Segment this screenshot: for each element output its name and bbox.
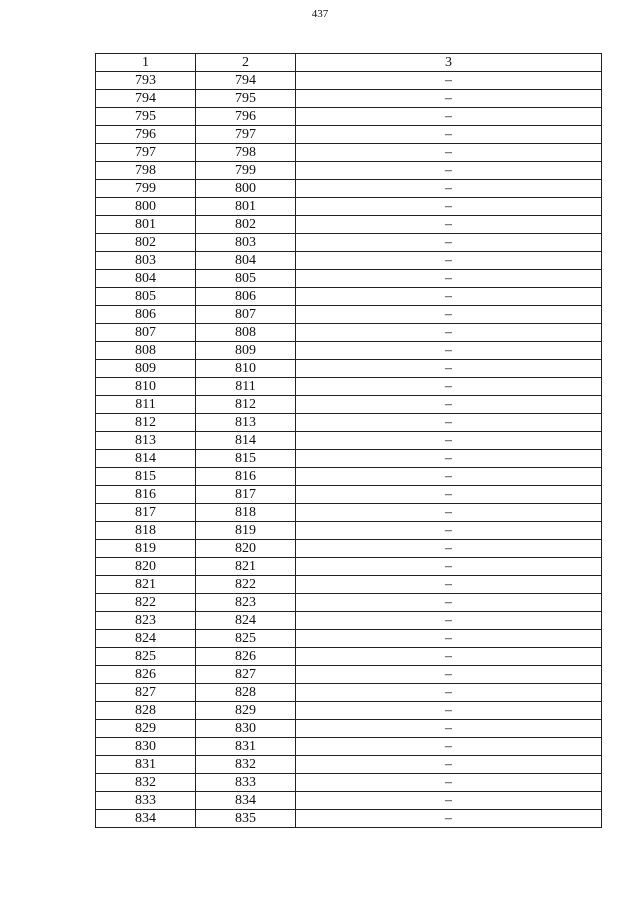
table-cell-col-1: 823 bbox=[96, 612, 196, 630]
table-row bbox=[96, 360, 602, 378]
table-cell-col-3: – bbox=[296, 378, 602, 396]
table-cell-col-3: – bbox=[296, 360, 602, 378]
table-cell-col-1: 806 bbox=[96, 306, 196, 324]
column-header-3: 3 bbox=[296, 54, 602, 72]
table-cell-col-2: 832 bbox=[196, 756, 296, 774]
table-cell-col-2: 820 bbox=[196, 540, 296, 558]
table-row bbox=[96, 468, 602, 486]
table-cell-col-3: – bbox=[296, 432, 602, 450]
table-cell-col-1: 810 bbox=[96, 378, 196, 396]
table-cell-col-1: 818 bbox=[96, 522, 196, 540]
table-cell-col-2: 810 bbox=[196, 360, 296, 378]
table-cell-col-3: – bbox=[296, 558, 602, 576]
table-cell-col-1: 808 bbox=[96, 342, 196, 360]
table-cell-col-3: – bbox=[296, 72, 602, 90]
table-row bbox=[96, 774, 602, 792]
table-cell-col-1: 829 bbox=[96, 720, 196, 738]
column-header-2: 2 bbox=[196, 54, 296, 72]
table-row bbox=[96, 738, 602, 756]
table-row bbox=[96, 414, 602, 432]
table-row bbox=[96, 108, 602, 126]
table-cell-col-1: 811 bbox=[96, 396, 196, 414]
table-cell-col-3: – bbox=[296, 486, 602, 504]
table-cell-col-1: 807 bbox=[96, 324, 196, 342]
table-cell-col-1: 825 bbox=[96, 648, 196, 666]
table-cell-col-3: – bbox=[296, 450, 602, 468]
table-cell-col-1: 793 bbox=[96, 72, 196, 90]
table-cell-col-2: 812 bbox=[196, 396, 296, 414]
table-cell-col-2: 828 bbox=[196, 684, 296, 702]
table-cell-col-1: 813 bbox=[96, 432, 196, 450]
table-cell-col-1: 797 bbox=[96, 144, 196, 162]
table-cell-col-2: 797 bbox=[196, 126, 296, 144]
table-cell-col-3: – bbox=[296, 306, 602, 324]
table-row bbox=[96, 486, 602, 504]
table-cell-col-3: – bbox=[296, 810, 602, 828]
table-cell-col-3: – bbox=[296, 738, 602, 756]
table-row bbox=[96, 756, 602, 774]
table-cell-col-3: – bbox=[296, 720, 602, 738]
table-row bbox=[96, 792, 602, 810]
table-cell-col-2: 834 bbox=[196, 792, 296, 810]
table-cell-col-1: 802 bbox=[96, 234, 196, 252]
table-cell-col-1: 817 bbox=[96, 504, 196, 522]
table-row bbox=[96, 324, 602, 342]
table-row bbox=[96, 90, 602, 108]
table-cell-col-2: 808 bbox=[196, 324, 296, 342]
table-row bbox=[96, 252, 602, 270]
table-cell-col-2: 829 bbox=[196, 702, 296, 720]
table-cell-col-3: – bbox=[296, 108, 602, 126]
table-cell-col-2: 811 bbox=[196, 378, 296, 396]
table-row bbox=[96, 270, 602, 288]
table-cell-col-3: – bbox=[296, 468, 602, 486]
table-cell-col-3: – bbox=[296, 414, 602, 432]
table-cell-col-3: – bbox=[296, 342, 602, 360]
table-cell-col-2: 800 bbox=[196, 180, 296, 198]
table-row bbox=[96, 648, 602, 666]
table-cell-col-2: 805 bbox=[196, 270, 296, 288]
table-cell-col-3: – bbox=[296, 252, 602, 270]
table-cell-col-3: – bbox=[296, 594, 602, 612]
table-cell-col-2: 824 bbox=[196, 612, 296, 630]
table-cell-col-1: 794 bbox=[96, 90, 196, 108]
table-cell-col-2: 835 bbox=[196, 810, 296, 828]
table-cell-col-2: 825 bbox=[196, 630, 296, 648]
table-cell-col-2: 816 bbox=[196, 468, 296, 486]
table-row bbox=[96, 450, 602, 468]
table-cell-col-3: – bbox=[296, 288, 602, 306]
table-cell-col-3: – bbox=[296, 144, 602, 162]
table-cell-col-3: – bbox=[296, 630, 602, 648]
table-cell-col-3: – bbox=[296, 792, 602, 810]
table-cell-col-2: 827 bbox=[196, 666, 296, 684]
table-row bbox=[96, 180, 602, 198]
table-row bbox=[96, 144, 602, 162]
table-cell-col-2: 814 bbox=[196, 432, 296, 450]
table-row bbox=[96, 234, 602, 252]
table-cell-col-3: – bbox=[296, 612, 602, 630]
table-row bbox=[96, 630, 602, 648]
table-row bbox=[96, 558, 602, 576]
table-cell-col-2: 818 bbox=[196, 504, 296, 522]
table-cell-col-3: – bbox=[296, 162, 602, 180]
table-cell-col-1: 805 bbox=[96, 288, 196, 306]
table-cell-col-2: 809 bbox=[196, 342, 296, 360]
table-cell-col-1: 803 bbox=[96, 252, 196, 270]
page-number: 437 bbox=[311, 8, 329, 20]
table-cell-col-3: – bbox=[296, 684, 602, 702]
table-row bbox=[96, 504, 602, 522]
table-cell-col-1: 796 bbox=[96, 126, 196, 144]
table-row bbox=[96, 666, 602, 684]
table-cell-col-1: 819 bbox=[96, 540, 196, 558]
table-cell-col-3: – bbox=[296, 648, 602, 666]
table-row bbox=[96, 594, 602, 612]
table-cell-col-3: – bbox=[296, 702, 602, 720]
table-row bbox=[96, 540, 602, 558]
table-row bbox=[96, 198, 602, 216]
table-cell-col-2: 795 bbox=[196, 90, 296, 108]
table-cell-col-2: 830 bbox=[196, 720, 296, 738]
table-row bbox=[96, 522, 602, 540]
table-row bbox=[96, 432, 602, 450]
table-cell-col-2: 815 bbox=[196, 450, 296, 468]
table-cell-col-1: 800 bbox=[96, 198, 196, 216]
table-cell-col-3: – bbox=[296, 576, 602, 594]
table-row bbox=[96, 720, 602, 738]
table-row bbox=[96, 126, 602, 144]
table-cell-col-1: 814 bbox=[96, 450, 196, 468]
table-cell-col-2: 819 bbox=[196, 522, 296, 540]
table-row bbox=[96, 396, 602, 414]
table-row bbox=[96, 378, 602, 396]
table-cell-col-3: – bbox=[296, 540, 602, 558]
table-cell-col-1: 832 bbox=[96, 774, 196, 792]
table-cell-col-3: – bbox=[296, 666, 602, 684]
table-cell-col-1: 827 bbox=[96, 684, 196, 702]
table-cell-col-1: 821 bbox=[96, 576, 196, 594]
table-row bbox=[96, 612, 602, 630]
table-cell-col-2: 803 bbox=[196, 234, 296, 252]
table-cell-col-1: 834 bbox=[96, 810, 196, 828]
table-row bbox=[96, 342, 602, 360]
table-cell-col-3: – bbox=[296, 396, 602, 414]
table-cell-col-1: 809 bbox=[96, 360, 196, 378]
table-cell-col-1: 799 bbox=[96, 180, 196, 198]
table-cell-col-1: 798 bbox=[96, 162, 196, 180]
table-cell-col-3: – bbox=[296, 522, 602, 540]
table-cell-col-2: 831 bbox=[196, 738, 296, 756]
table-header-row bbox=[96, 54, 602, 72]
table-cell-col-3: – bbox=[296, 126, 602, 144]
table-cell-col-1: 815 bbox=[96, 468, 196, 486]
table-cell-col-3: – bbox=[296, 234, 602, 252]
table-cell-col-1: 820 bbox=[96, 558, 196, 576]
table-row bbox=[96, 702, 602, 720]
table-cell-col-1: 833 bbox=[96, 792, 196, 810]
table-cell-col-3: – bbox=[296, 756, 602, 774]
data-table bbox=[95, 53, 602, 828]
table-cell-col-3: – bbox=[296, 90, 602, 108]
table-cell-col-2: 799 bbox=[196, 162, 296, 180]
table-cell-col-3: – bbox=[296, 270, 602, 288]
table-row bbox=[96, 216, 602, 234]
table-cell-col-2: 826 bbox=[196, 648, 296, 666]
table-cell-col-2: 807 bbox=[196, 306, 296, 324]
table-cell-col-1: 822 bbox=[96, 594, 196, 612]
table-cell-col-1: 812 bbox=[96, 414, 196, 432]
table-cell-col-3: – bbox=[296, 504, 602, 522]
table-cell-col-2: 796 bbox=[196, 108, 296, 126]
table-cell-col-2: 822 bbox=[196, 576, 296, 594]
column-header-1: 1 bbox=[96, 54, 196, 72]
table-cell-col-1: 826 bbox=[96, 666, 196, 684]
table-cell-col-1: 824 bbox=[96, 630, 196, 648]
table-cell-col-2: 813 bbox=[196, 414, 296, 432]
table-cell-col-2: 798 bbox=[196, 144, 296, 162]
table-row bbox=[96, 162, 602, 180]
table-row bbox=[96, 72, 602, 90]
table-cell-col-1: 795 bbox=[96, 108, 196, 126]
table-row bbox=[96, 576, 602, 594]
table-cell-col-2: 833 bbox=[196, 774, 296, 792]
table-cell-col-3: – bbox=[296, 198, 602, 216]
table-row bbox=[96, 684, 602, 702]
table-cell-col-1: 801 bbox=[96, 216, 196, 234]
table-cell-col-1: 804 bbox=[96, 270, 196, 288]
table-cell-col-2: 821 bbox=[196, 558, 296, 576]
table-cell-col-3: – bbox=[296, 324, 602, 342]
table-cell-col-2: 801 bbox=[196, 198, 296, 216]
table-cell-col-2: 794 bbox=[196, 72, 296, 90]
table-cell-col-2: 802 bbox=[196, 216, 296, 234]
table-cell-col-2: 806 bbox=[196, 288, 296, 306]
table-cell-col-2: 823 bbox=[196, 594, 296, 612]
table-cell-col-1: 816 bbox=[96, 486, 196, 504]
table-row bbox=[96, 288, 602, 306]
table-cell-col-3: – bbox=[296, 216, 602, 234]
table-cell-col-3: – bbox=[296, 774, 602, 792]
table-body bbox=[96, 72, 602, 828]
table-cell-col-2: 804 bbox=[196, 252, 296, 270]
table-cell-col-1: 831 bbox=[96, 756, 196, 774]
table-row bbox=[96, 306, 602, 324]
table-cell-col-1: 828 bbox=[96, 702, 196, 720]
table-cell-col-1: 830 bbox=[96, 738, 196, 756]
table-cell-col-3: – bbox=[296, 180, 602, 198]
table-cell-col-2: 817 bbox=[196, 486, 296, 504]
table-row bbox=[96, 810, 602, 828]
